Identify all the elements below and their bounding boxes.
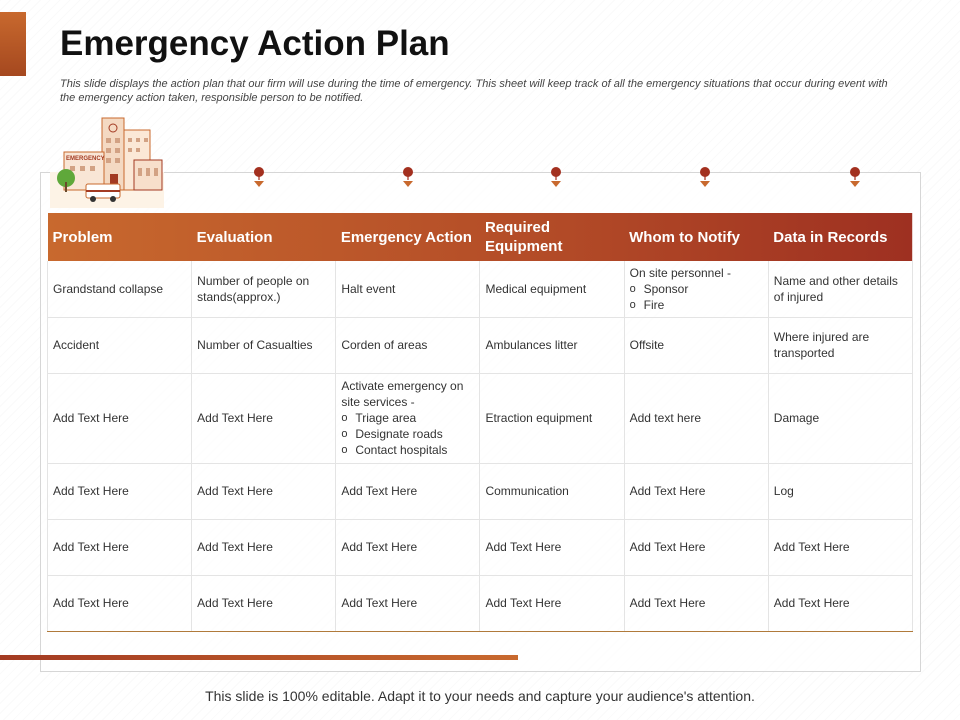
emergency-building-illustration: [50, 112, 164, 208]
action-plan-table: [47, 213, 913, 632]
timeline-pin-icon: [401, 166, 415, 188]
timeline-pin-icon: [549, 166, 563, 188]
notify-list: [630, 281, 763, 313]
cell-notify: Add Text Here: [624, 519, 768, 575]
cell-problem: Add Text Here: [48, 463, 192, 519]
cell-records: Where injured are transported: [768, 317, 912, 373]
illustration-sign-text: EMERGENCY: [66, 156, 105, 162]
cell-action: Corden of areas: [336, 317, 480, 373]
list-item: o Designate roads: [341, 426, 474, 442]
cell-equipment: Add Text Here: [480, 575, 624, 631]
timeline-pin-icon: [252, 166, 266, 188]
cell-equipment: Ambulances litter: [480, 317, 624, 373]
table-row: [48, 575, 913, 631]
cell-action: Add Text Here: [336, 575, 480, 631]
list-item: o Contact hospitals: [341, 442, 474, 458]
slide-subtitle: This slide displays the action plan that our firm will use during the time of emergency. This sheet will keep track of all the emergency situations that occur during event with the emergency action taken, responsible person to be notified.: [60, 78, 888, 104]
cell-problem: Add Text Here: [48, 575, 192, 631]
table-row: [48, 261, 913, 317]
cell-problem: Accident: [48, 317, 192, 373]
cell-records: Name and other details of injured: [768, 261, 912, 317]
cell-problem: Add Text Here: [48, 373, 192, 463]
cell-evaluation: Add Text Here: [192, 373, 336, 463]
cell-notify: Add text here: [624, 373, 768, 463]
notify-intro: On site personnel -: [629, 265, 732, 280]
title-accent-bar: [0, 12, 26, 76]
action-intro: Activate emergency on site services -: [341, 379, 464, 409]
cell-evaluation: Add Text Here: [192, 575, 336, 631]
table-row: [48, 519, 913, 575]
cell-records: Damage: [768, 373, 912, 463]
cell-records: Add Text Here: [768, 575, 912, 631]
cell-problem: Grandstand collapse: [48, 261, 192, 317]
timeline-pin-icon: [848, 166, 862, 188]
cell-action: Halt event: [336, 261, 480, 317]
timeline-pin-icon: [698, 166, 712, 188]
slide-title: Emergency Action Plan: [60, 24, 450, 63]
cell-equipment: Communication: [480, 463, 624, 519]
list-item: o Triage area: [341, 410, 474, 426]
header-required-equipment: Required Equipment: [484, 219, 563, 255]
table-row: [48, 373, 913, 463]
cell-evaluation: Add Text Here: [192, 463, 336, 519]
slide-footer: This slide is 100% editable. Adapt it to your needs and capture your audience's attention.: [205, 688, 755, 704]
header-data-in-records: Data in Records: [773, 228, 888, 246]
table-row: [48, 317, 913, 373]
cell-evaluation: Number of Casualties: [192, 317, 336, 373]
table-row: [48, 463, 913, 519]
cell-problem: Add Text Here: [48, 519, 192, 575]
header-problem: Problem: [52, 228, 113, 246]
bottom-accent-bar: [0, 655, 518, 660]
list-item: o Fire: [630, 297, 763, 313]
header-whom-to-notify: Whom to Notify: [629, 228, 740, 246]
cell-equipment: Add Text Here: [480, 519, 624, 575]
cell-records: Add Text Here: [768, 519, 912, 575]
header-emergency-action: Emergency Action: [340, 228, 472, 246]
list-item: o Sponsor: [630, 281, 763, 297]
cell-action: Add Text Here: [336, 519, 480, 575]
cell-action: Add Text Here: [336, 463, 480, 519]
cell-evaluation: Number of people on stands(approx.): [192, 261, 336, 317]
cell-equipment: Etraction equipment: [480, 373, 624, 463]
cell-notify: Offsite: [624, 317, 768, 373]
header-evaluation: Evaluation: [196, 228, 273, 246]
cell-notify: Add Text Here: [624, 575, 768, 631]
cell-records: Log: [768, 463, 912, 519]
cell-notify: Add Text Here: [624, 463, 768, 519]
cell-equipment: Medical equipment: [480, 261, 624, 317]
cell-action: [336, 373, 480, 463]
cell-evaluation: Add Text Here: [192, 519, 336, 575]
table-header-row: [48, 213, 913, 261]
action-list: [341, 410, 474, 458]
cell-notify: [624, 261, 768, 317]
